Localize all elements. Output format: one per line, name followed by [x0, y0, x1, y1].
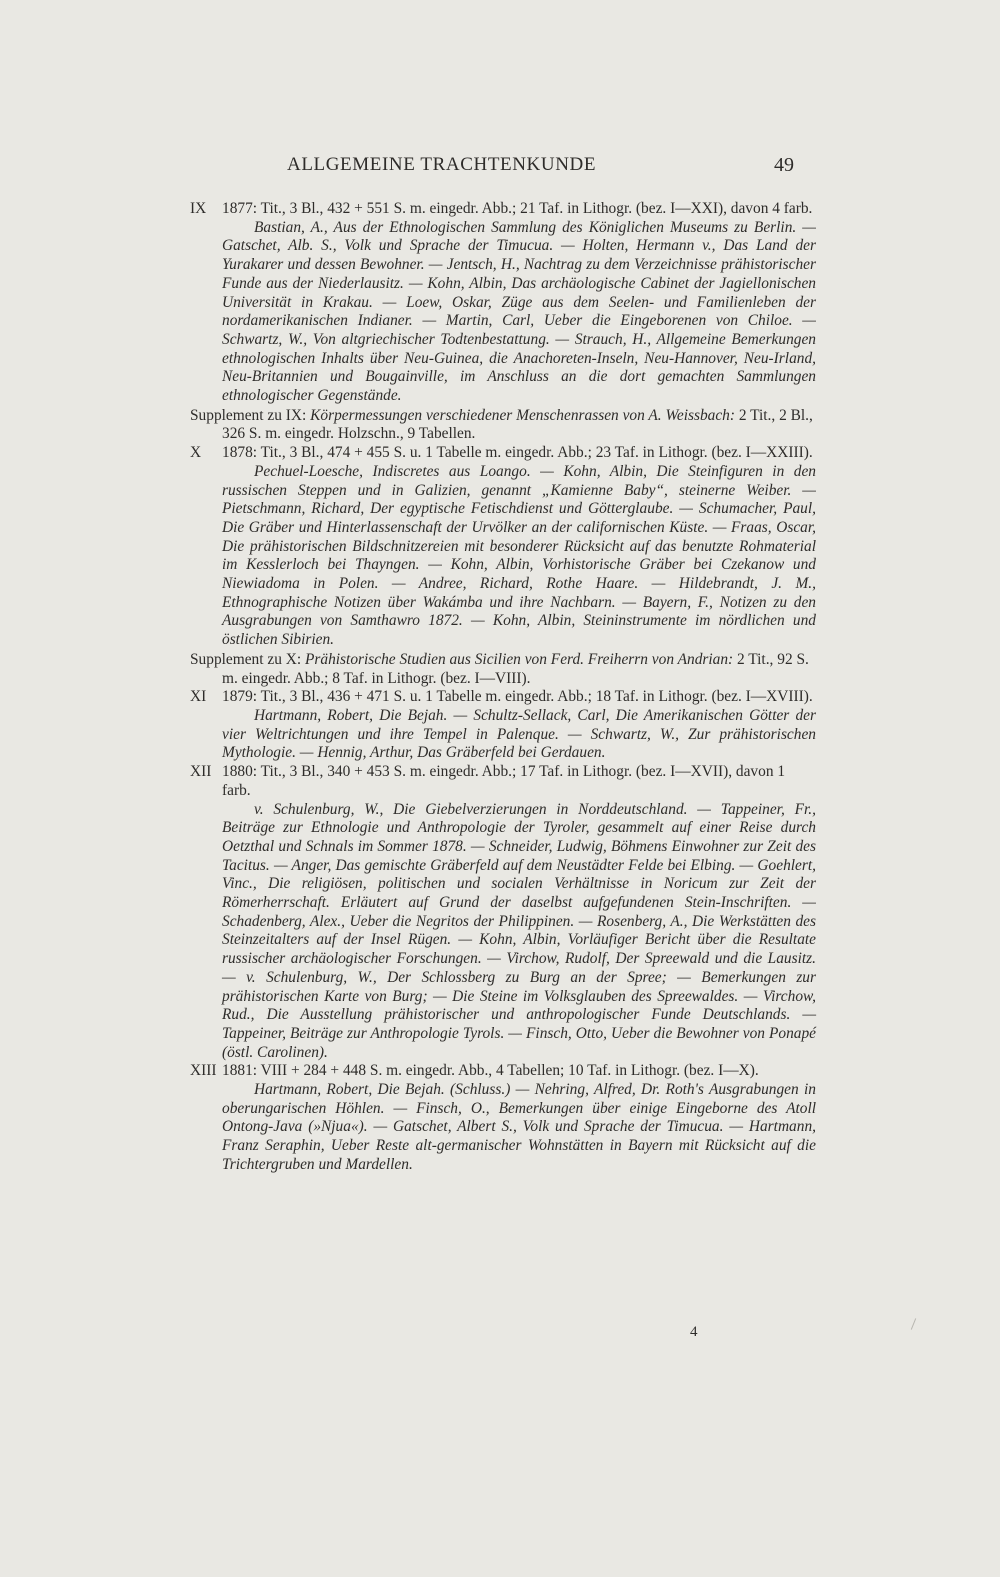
supplement-info: 2 Tit., 2 Bl., 326 S. m. eingedr. Holzschn., 9 Tabellen.	[222, 406, 813, 443]
volume-number: IX	[190, 200, 207, 217]
stray-pencil-mark	[911, 1318, 916, 1330]
volume-number: X	[190, 444, 202, 462]
supplement-prefix: Supplement zu IX:	[190, 406, 307, 424]
volume-info: 1881: VIII + 284 + 448 S. m. eingedr. Abb., 4 Tabellen; 10 Taf. in Lithogr. (bez. I—X).	[222, 1062, 759, 1080]
volume-number: XI	[190, 688, 207, 706]
volume-info: 1879: Tit., 3 Bl., 436 + 471 S. u. 1 Tabelle m. eingedr. Abb.; 18 Taf. in Lithogr. (bez. I—XVIII).	[222, 688, 813, 706]
supplement-title: Körpermessungen verschiedener Menschenrassen von A. Weissbach:	[310, 406, 735, 424]
volume-x-header	[190, 444, 816, 463]
volume-xi-contents: Hartmann, Robert, Die Bejah. — Schultz-Sellack, Carl, Die Amerikanischen Götter der vier Weltrichtungen und ihre Tempel in Palenque. — Schwartz, W., Zur prähistorischen Mythologie. — Hennig, Arthur, Das Gräberfeld bei Gerdauen.	[222, 706, 816, 762]
supplement-prefix: Supplement zu X:	[190, 650, 302, 668]
volume-info: 1880: Tit., 3 Bl., 340 + 453 S. m. eingedr. Abb.; 17 Taf. in Lithogr. (bez. I—XVII), davon 1 farb.	[222, 763, 786, 799]
volume-number: XIII	[190, 1062, 217, 1080]
volume-xiii-header	[190, 1062, 816, 1081]
signature-mark: 4	[690, 1324, 698, 1340]
volume-ix-contents: Bastian, A., Aus der Ethnologischen Sammlung des Königlichen Museums zu Berlin. — Gatschet, Alb. S., Volk und Sprache der Timucua. — Holten, Hermann v., Das Land der Yurakarer und dessen Bewohner. — Jentsch, H., Nachtrag zu dem Verzeichnisse prähistorischer Funde aus der Niederlausitz. — Kohn, Albin, Das archäologische Cabinet der Jagiellonischen Universität in Krakau. — Loew, Oskar, Züge aus dem Seelen- und Familienleben der nordamerikanischen Indianer. — Martin, Carl, Ueber die Eingeborenen von Chiloe. — Schwartz, W., Von altgriechischer Todtenbestattung. — Strauch, H., Allgemeine Bemerkungen ethnologischen Inhalts über Neu-Guinea, die Anachoreten-Inseln, Neu-Hannover, Neu-Irland, Neu-Britannien und Bougainville, im Anschluss an die dort gemachten Sammlungen ethnologischer Gegenstände.	[222, 218, 816, 405]
volume-xi-header	[190, 688, 816, 707]
volume-x-contents: Pechuel-Loesche, Indiscretes aus Loango. — Kohn, Albin, Die Steinfiguren in den russischen Steppen und in Galizien, genannt „Kamienne Baby“, steinerne Weiber. — Pietschmann, Richard, Der egyptische Fetischdienst und Götterglaube. — Schumacher, Paul, Die Gräber und Hinterlassenschaft der Urvölker an der californischen Küste. — Fraas, Oscar, Die prähistorischen Bildschnitzereien mit besonderer Rücksicht auf das benutzte Rohmaterial im Kesslerloch bei Thayngen. — Kohn, Albin, Vorhistorische Gräber bei Czekanow und Niewiadoma in Polen. — Andree, Richard, Rothe Haare. — Hildebrandt, J. M., Ethnographische Notizen über Wakámba und ihre Nachbarn. — Bayern, F., Notizen zu den Ausgrabungen von Samthawro 1872. — Kohn, Albin, Steininstrumente im nördlichen und östlichen Sibirien.	[222, 462, 816, 649]
supplement-title: Prähistorische Studien aus Sicilien von Ferd. Freiherrn von Andrian:	[305, 650, 734, 668]
page-number: 49	[774, 154, 794, 176]
volume-xii-header	[190, 763, 816, 800]
volume-info: 1877: Tit., 3 Bl., 432 + 551 S. m. eingedr. Abb.; 21 Taf. in Lithogr. (bez. I—XXI), davon 4 farb.	[222, 200, 813, 217]
volume-xiii-contents: Hartmann, Robert, Die Bejah. (Schluss.) — Nehring, Alfred, Dr. Roth's Ausgrabungen in oberungarischen Höhlen. — Finsch, O., Bemerkungen über einige Eingeborne des Atoll Ontong-Java (»Njua«). — Gatschet, Albert S., Volk und Sprache der Timucua. — Hartmann, Franz Seraphin, Ueber Reste alt-germanischer Wohnstätten in Bayern mit Rücksicht auf die Trichtergruben und Mardellen.	[222, 1081, 816, 1173]
volume-info: 1878: Tit., 3 Bl., 474 + 455 S. u. 1 Tabelle m. eingedr. Abb.; 23 Taf. in Lithogr. (bez. I—XXIII).	[222, 444, 813, 462]
volume-xii-contents: v. Schulenburg, W., Die Giebelverzierungen in Norddeutschland. — Tappeiner, Fr., Beiträge zur Ethnologie und Anthropologie der Tyroler, gesammelt auf einer Reise durch Oetzthal und Schnals im Sommer 1878. — Schneider, Ludwig, Böhmens Einwohner zur Zeit des Tacitus. — Anger, Das gemischte Gräberfeld auf dem Neustädter Felde bei Elbing. — Goehlert, Vinc., Die religiösen, politischen und socialen Verhältnisse in Noricum zur Zeit der Römerherrschaft. Erläutert auf Grund der daselbst aufgefundenen Stein-Inschriften. — Schadenberg, Alex., Ueber die Negritos der Philippinen. — Rosenberg, A., Die Werkstätten des Steinzeitalters auf der Insel Rügen. — Kohn, Albin, Vorläufiger Bericht über die Resultate russischer archäologischer Forschungen. — Virchow, Rudolf, Der Spreewald und die Lausitz. — v. Schulenburg, W., Der Schlossberg zu Burg an der Spree; — Bemerkungen zur prähistorischen Karte von Burg; — Die Steine im Volksglauben des Spreewaldes. — Virchow, Rud., Die Ausstellung prähistorischer und anthropologischer Funde Deutschlands. — Tappeiner, Beiträge zur Anthropologie Tyrols. — Finsch, Otto, Ueber die Bewohner von Ponapé (östl. Carolinen).	[222, 800, 816, 1061]
supplement-ix	[190, 407, 816, 444]
volume-ix-header	[190, 200, 816, 219]
volume-number: XII	[190, 763, 212, 781]
bibliography-content	[190, 200, 816, 1175]
supplement-info: 2 Tit., 92 S. m. eingedr. Abb.; 8 Taf. in Lithogr. (bez. I—VIII).	[222, 650, 809, 687]
running-title: ALLGEMEINE TRACHTENKUNDE	[287, 154, 597, 175]
supplement-x	[190, 651, 816, 688]
